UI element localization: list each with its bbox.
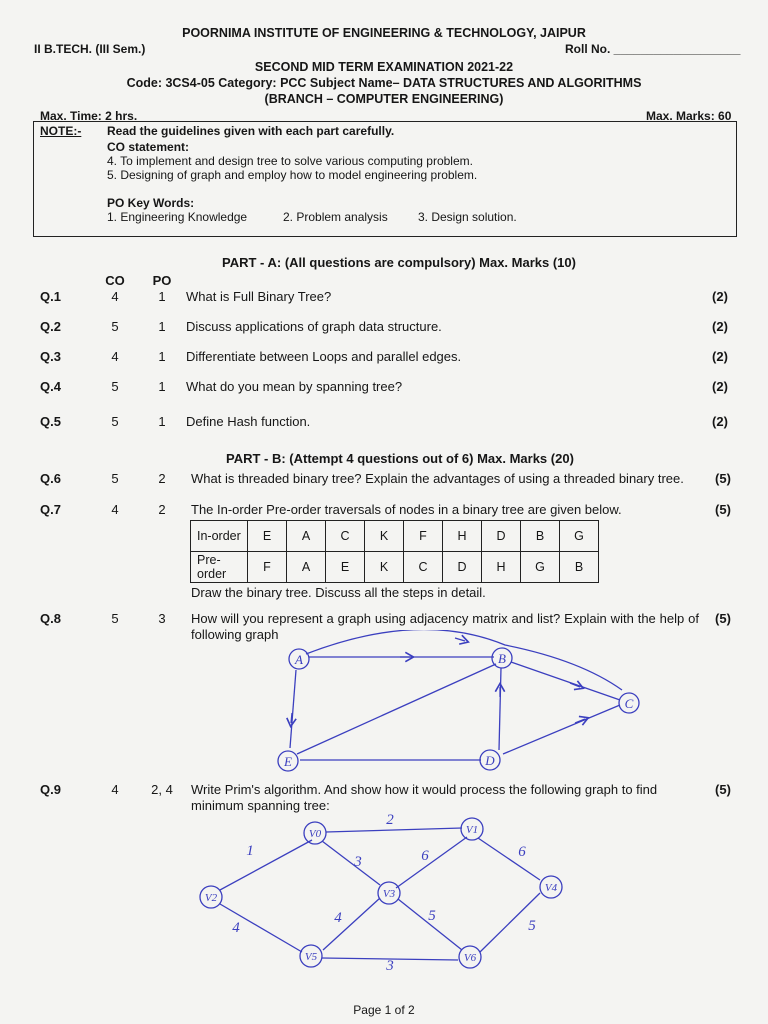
question-marks: (5) bbox=[715, 611, 731, 626]
edge-weight-label: 4 bbox=[232, 920, 240, 936]
question-number: Q.4 bbox=[40, 379, 61, 394]
po-keyword-item: 1. Engineering Knowledge bbox=[107, 210, 248, 224]
graph-node-label: V4 bbox=[544, 882, 558, 894]
question-marks: (5) bbox=[715, 502, 731, 517]
po-column-header: PO bbox=[152, 273, 172, 288]
question-co: 5 bbox=[111, 319, 119, 334]
question-number: Q.3 bbox=[40, 349, 61, 364]
graph-edge bbox=[306, 630, 622, 690]
graph-edge bbox=[478, 838, 540, 880]
question-co: 4 bbox=[111, 349, 119, 364]
co-statement-item: 4. To implement and design tree to solve various computing problem. bbox=[107, 154, 473, 168]
inorder-cell: F bbox=[404, 521, 443, 552]
question-co: 5 bbox=[111, 611, 119, 626]
graph-edge-arrow bbox=[455, 638, 465, 641]
question-po: 2, 4 bbox=[151, 782, 173, 797]
part-a-title: PART - A: (All questions are compulsory) Max. Marks (10) bbox=[222, 255, 576, 270]
question-marks: (2) bbox=[712, 349, 728, 364]
page-number: Page 1 of 2 bbox=[353, 1003, 415, 1017]
question-po: 1 bbox=[158, 349, 166, 364]
graph-edge bbox=[220, 840, 312, 890]
question-number: Q.5 bbox=[40, 414, 61, 429]
preorder-cell: A bbox=[287, 552, 326, 583]
graph-edge bbox=[322, 841, 380, 885]
edge-weight-label: 6 bbox=[421, 848, 429, 864]
graph-edge bbox=[511, 662, 620, 700]
question-text: How will you represent a graph using adjacency matrix and list? Explain with the help of following graph bbox=[191, 611, 699, 642]
question-co: 4 bbox=[111, 289, 119, 304]
edge-weight-label: 3 bbox=[354, 854, 362, 870]
graph-node-label: V5 bbox=[304, 951, 318, 963]
question-po: 2 bbox=[158, 502, 166, 517]
institute-name: POORNIMA INSTITUTE OF ENGINEERING & TECHNOLOGY, JAIPUR bbox=[182, 26, 586, 40]
question-co: 5 bbox=[111, 471, 119, 486]
note-text: Read the guidelines given with each part carefully. bbox=[107, 124, 395, 138]
inorder-cell: K bbox=[365, 521, 404, 552]
graph-node-label: E bbox=[284, 754, 292, 769]
question-marks: (2) bbox=[712, 414, 728, 429]
inorder-cell: G bbox=[560, 521, 599, 552]
edge-weight-label: 4 bbox=[334, 910, 342, 926]
weighted-graph-figure bbox=[190, 810, 580, 980]
edge-weight-label: 5 bbox=[428, 908, 436, 924]
inorder-cell: A bbox=[287, 521, 326, 552]
co-column-header: CO bbox=[105, 273, 125, 288]
max-time: Max. Time: 2 hrs. bbox=[40, 109, 138, 123]
preorder-cell: G bbox=[521, 552, 560, 583]
graph-node-label: V3 bbox=[382, 888, 396, 900]
po-keyword-item: 2. Problem analysis bbox=[283, 210, 388, 224]
question-text: What is threaded binary tree? Explain the advantages of using a threaded binary tree. bbox=[191, 471, 684, 486]
co-statement-item: 5. Designing of graph and employ how to model engineering problem. bbox=[107, 168, 478, 182]
preorder-cell: B bbox=[560, 552, 599, 583]
co-statement-heading: CO statement: bbox=[107, 140, 190, 154]
program-label: II B.TECH. (III Sem.) bbox=[34, 42, 146, 56]
question-text: What is Full Binary Tree? bbox=[186, 289, 332, 304]
roll-number-label: Roll No. ___________________ bbox=[565, 42, 741, 56]
graph-node-label: A bbox=[295, 652, 303, 667]
po-keywords-heading: PO Key Words: bbox=[107, 196, 195, 210]
inorder-cell: D bbox=[482, 521, 521, 552]
inorder-cell: H bbox=[443, 521, 482, 552]
question-number: Q.8 bbox=[40, 611, 61, 626]
inorder-cell: E bbox=[248, 521, 287, 552]
graph-node-label: V0 bbox=[308, 828, 322, 840]
question-marks: (2) bbox=[712, 289, 728, 304]
inorder-label: In-order bbox=[191, 521, 248, 552]
inorder-row bbox=[191, 521, 599, 552]
question-instruction: Draw the binary tree. Discuss all the steps in detail. bbox=[191, 585, 486, 600]
graph-node-label: B bbox=[498, 651, 506, 666]
max-marks: Max. Marks: 60 bbox=[646, 109, 732, 123]
question-text: What do you mean by spanning tree? bbox=[186, 379, 403, 394]
graph-node-label: V6 bbox=[463, 952, 477, 964]
question-marks: (5) bbox=[715, 782, 731, 797]
po-keyword-item: 3. Design solution. bbox=[418, 210, 517, 224]
part-b-title: PART - B: (Attempt 4 questions out of 6) Max. Marks (20) bbox=[226, 451, 574, 466]
graph-edge bbox=[398, 899, 462, 950]
exam-title: SECOND MID TERM EXAMINATION 2021-22 bbox=[254, 60, 514, 74]
graph-node-label: V1 bbox=[465, 824, 479, 836]
inorder-cell: C bbox=[326, 521, 365, 552]
branch-line: (BRANCH – COMPUTER ENGINEERING) bbox=[264, 92, 504, 106]
subject-code-line: Code: 3CS4-05 Category: PCC Subject Name– DATA STRUCTURES AND ALGORITHMS bbox=[126, 76, 642, 90]
question-number: Q.9 bbox=[40, 782, 61, 797]
graph-edge bbox=[396, 837, 467, 888]
question-text: Differentiate between Loops and parallel edges. bbox=[186, 349, 462, 364]
question-number: Q.2 bbox=[40, 319, 61, 334]
question-co: 5 bbox=[111, 379, 119, 394]
graph-node-label: V2 bbox=[204, 892, 218, 904]
question-po: 3 bbox=[158, 611, 166, 626]
question-po: 1 bbox=[158, 414, 166, 429]
graph-node-label: D bbox=[485, 753, 495, 768]
question-marks: (2) bbox=[712, 319, 728, 334]
preorder-cell: K bbox=[365, 552, 404, 583]
graph-edge bbox=[326, 828, 462, 832]
question-po: 1 bbox=[158, 289, 166, 304]
graph-edge bbox=[297, 664, 496, 754]
edge-weight-label: 3 bbox=[386, 958, 394, 974]
preorder-cell: C bbox=[404, 552, 443, 583]
preorder-row bbox=[191, 552, 599, 583]
question-co: 5 bbox=[111, 414, 119, 429]
note-label: NOTE:- bbox=[40, 124, 82, 138]
edge-weight-label: 1 bbox=[246, 843, 254, 859]
question-number: Q.6 bbox=[40, 471, 61, 486]
graph-edge bbox=[499, 668, 501, 750]
edge-weight-label: 6 bbox=[518, 844, 526, 860]
question-number: Q.7 bbox=[40, 502, 61, 517]
question-po: 1 bbox=[158, 379, 166, 394]
preorder-cell: H bbox=[482, 552, 521, 583]
edge-weight-label: 2 bbox=[386, 812, 394, 828]
question-co: 4 bbox=[111, 502, 119, 517]
preorder-label: Pre-order bbox=[191, 552, 248, 583]
graph-edge bbox=[323, 898, 380, 950]
traversal-table bbox=[190, 520, 599, 583]
graph-edge bbox=[503, 705, 620, 754]
question-text: Discuss applications of graph data structure. bbox=[186, 319, 442, 334]
question-text: The In-order Pre-order traversals of nodes in a binary tree are given below. bbox=[191, 502, 622, 517]
edge-weight-label: 5 bbox=[528, 918, 536, 934]
question-marks: (5) bbox=[715, 471, 731, 486]
preorder-cell: D bbox=[443, 552, 482, 583]
question-po: 1 bbox=[158, 319, 166, 334]
preorder-cell: E bbox=[326, 552, 365, 583]
graph-node-label: C bbox=[624, 696, 634, 711]
question-po: 2 bbox=[158, 471, 166, 486]
question-marks: (2) bbox=[712, 379, 728, 394]
question-co: 4 bbox=[111, 782, 119, 797]
question-number: Q.1 bbox=[40, 289, 61, 304]
question-text: Define Hash function. bbox=[186, 414, 311, 429]
inorder-cell: B bbox=[521, 521, 560, 552]
preorder-cell: F bbox=[248, 552, 287, 583]
directed-graph-figure bbox=[270, 630, 650, 780]
graph-edge bbox=[290, 670, 296, 748]
question-text: Write Prim's algorithm. And show how it would process the following graph to find minimum spanning tree: bbox=[191, 782, 658, 813]
